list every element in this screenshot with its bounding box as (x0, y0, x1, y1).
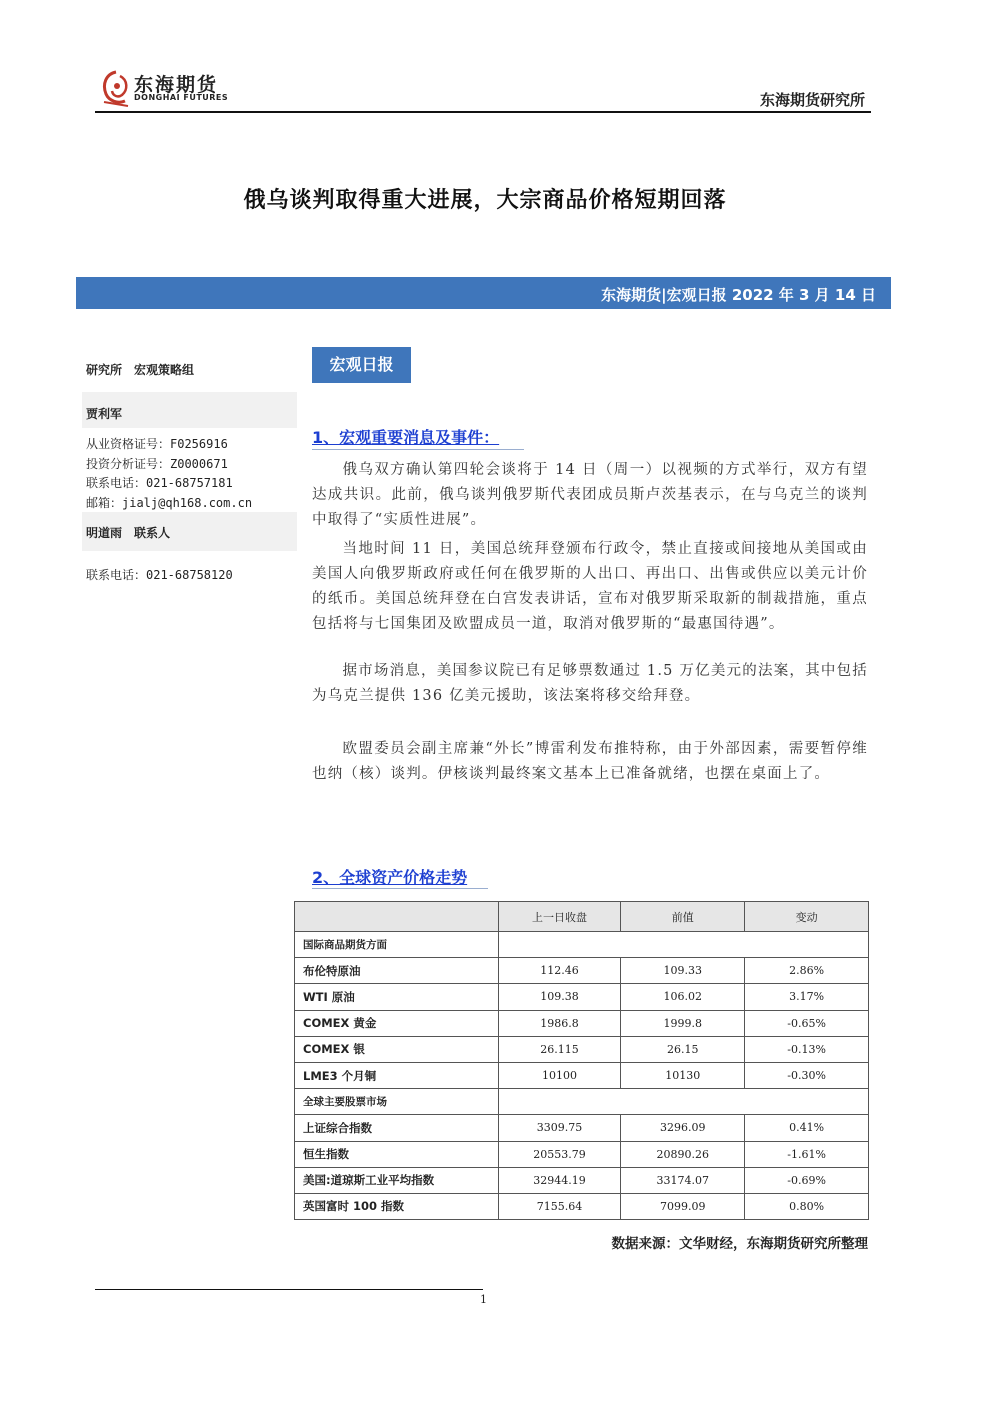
sidebar-analyst-name: 贾利军 (86, 407, 123, 421)
asset-prev: 106.02 (621, 984, 745, 1010)
header-divider (95, 111, 871, 113)
asset-close: 10100 (498, 1062, 621, 1088)
asset-name: COMEX 银 (295, 1036, 499, 1062)
section-2-heading: 2、全球资产价格走势 (312, 868, 468, 887)
asset-prev: 26.15 (621, 1036, 745, 1062)
table-row (295, 958, 869, 984)
column-header-change: 变动 (745, 902, 869, 932)
asset-change: 0.80% (745, 1193, 869, 1219)
donghai-logo-icon (98, 68, 134, 108)
asset-name: 美国:道琼斯工业平均指数 (295, 1167, 499, 1193)
asset-change: 2.86% (745, 958, 869, 984)
report-type-tag: 宏观日报 (312, 347, 411, 383)
table-row (295, 1193, 869, 1219)
report-title: 俄乌谈判取得重大进展，大宗商品价格短期回落 (243, 188, 727, 213)
table-row (295, 1115, 869, 1141)
page-number: 1 (480, 1293, 487, 1306)
asset-prev: 10130 (621, 1062, 745, 1088)
logo-english-name: DONGHAI FUTURES (134, 93, 229, 102)
data-source-note: 数据来源：文华财经，东海期货研究所整理 (611, 1236, 868, 1252)
asset-prev: 109.33 (621, 958, 745, 984)
asset-prev: 20890.26 (621, 1141, 745, 1167)
news-paragraph: 俄乌双方确认第四轮会谈将于 14 日（周一）以视频的方式举行，双方有望达成共识。此前，俄乌谈判俄罗斯代表团成员斯卢茨基表示，在与乌克兰的谈判中取得了“实质性进展”。 (312, 462, 868, 528)
news-paragraph: 欧盟委员会副主席兼“外长”博雷利发布推特称，由于外部因素，需要暂停维也纳（核）谈判。伊核谈判最终案文基本上已准备就绪，也摆在桌面上了。 (312, 741, 868, 782)
footer-divider (95, 1289, 483, 1290)
asset-change: -0.69% (745, 1167, 869, 1193)
asset-close: 20553.79 (498, 1141, 621, 1167)
header-institute: 东海期货研究所 (759, 91, 865, 109)
table-header-row (295, 902, 869, 932)
asset-price-table (294, 901, 869, 1220)
table-group-row (295, 1089, 869, 1115)
asset-change: -0.65% (745, 1010, 869, 1036)
asset-name: 恒生指数 (295, 1141, 499, 1167)
asset-prev: 3296.09 (621, 1115, 745, 1141)
table-row (295, 1167, 869, 1193)
asset-change: 3.17% (745, 984, 869, 1010)
banner-date-text: 东海期货|宏观日报 2022 年 3 月 14 日 (601, 286, 876, 304)
asset-prev: 7099.09 (621, 1193, 745, 1219)
asset-prev: 1999.8 (621, 1010, 745, 1036)
table-row (295, 1010, 869, 1036)
asset-close: 26.115 (498, 1036, 621, 1062)
analyst-qualification: 从业资格证号：F0256916 (86, 437, 228, 451)
asset-name: 英国富时 100 指数 (295, 1193, 499, 1219)
analyst-phone: 联系电话：021-68757181 (86, 476, 233, 490)
table-header-blank (295, 902, 499, 932)
asset-prev: 33174.07 (621, 1167, 745, 1193)
news-paragraph: 据市场消息，美国参议院已有足够票数通过 1.5 万亿美元的法案，其中包括为乌克兰提供 136 亿美元援助，该法案将移交给拜登。 (312, 663, 868, 704)
asset-change: -0.30% (745, 1062, 869, 1088)
asset-close: 112.46 (498, 958, 621, 984)
sidebar-analyst-info (86, 435, 301, 513)
asset-close: 1986.8 (498, 1010, 621, 1036)
asset-close: 7155.64 (498, 1193, 621, 1219)
table-row (295, 984, 869, 1010)
column-header-close: 上一日收盘 (498, 902, 621, 932)
news-paragraph: 当地时间 11 日，美国总统拜登颁布行政令，禁止直接或间接地从美国或由美国人向俄罗斯政府或任何在俄罗斯的人出口、再出口、出售或供应以美元计价的纸币。美国总统拜登在白宫发表讲话，宣布对俄罗斯采取新的制裁措施，重点包括将与七国集团及欧盟成员一道，取消对俄罗斯的“最惠国待遇”。 (312, 541, 868, 632)
asset-name: COMEX 黄金 (295, 1010, 499, 1036)
section-1-rule (312, 449, 524, 450)
asset-close: 32944.19 (498, 1167, 621, 1193)
group-label: 国际商品期货方面 (295, 932, 499, 958)
asset-change: -1.61% (745, 1141, 869, 1167)
asset-name: 布伦特原油 (295, 958, 499, 984)
asset-name: WTI 原油 (295, 984, 499, 1010)
asset-close: 109.38 (498, 984, 621, 1010)
group-spacer (498, 1089, 868, 1115)
asset-close: 3309.75 (498, 1115, 621, 1141)
table-row (295, 1036, 869, 1062)
section-2-rule (312, 888, 488, 889)
logo-chinese-name: 东海期货 (134, 74, 219, 96)
asset-name: LME3 个月铜 (295, 1062, 499, 1088)
asset-name: 上证综合指数 (295, 1115, 499, 1141)
asset-change: 0.41% (745, 1115, 869, 1141)
analyst-investment-cert: 投资分析证号：Z0000671 (86, 456, 228, 471)
sidebar-contact-name: 明道雨 联系人 (86, 526, 171, 540)
analyst-email[interactable]: 邮箱：jialj@qh168.com.cn (86, 495, 253, 510)
sidebar-contact-phone: 联系电话：021-68758120 (86, 568, 233, 582)
sidebar-group: 研究所 宏观策略组 (86, 363, 195, 377)
asset-change: -0.13% (745, 1036, 869, 1062)
table-row (295, 1141, 869, 1167)
group-spacer (498, 932, 868, 958)
group-label: 全球主要股票市场 (295, 1089, 499, 1115)
column-header-prev: 前值 (621, 902, 745, 932)
section-1-heading: 1、宏观重要消息及事件： (312, 428, 500, 447)
table-row (295, 1062, 869, 1088)
table-group-row (295, 932, 869, 958)
